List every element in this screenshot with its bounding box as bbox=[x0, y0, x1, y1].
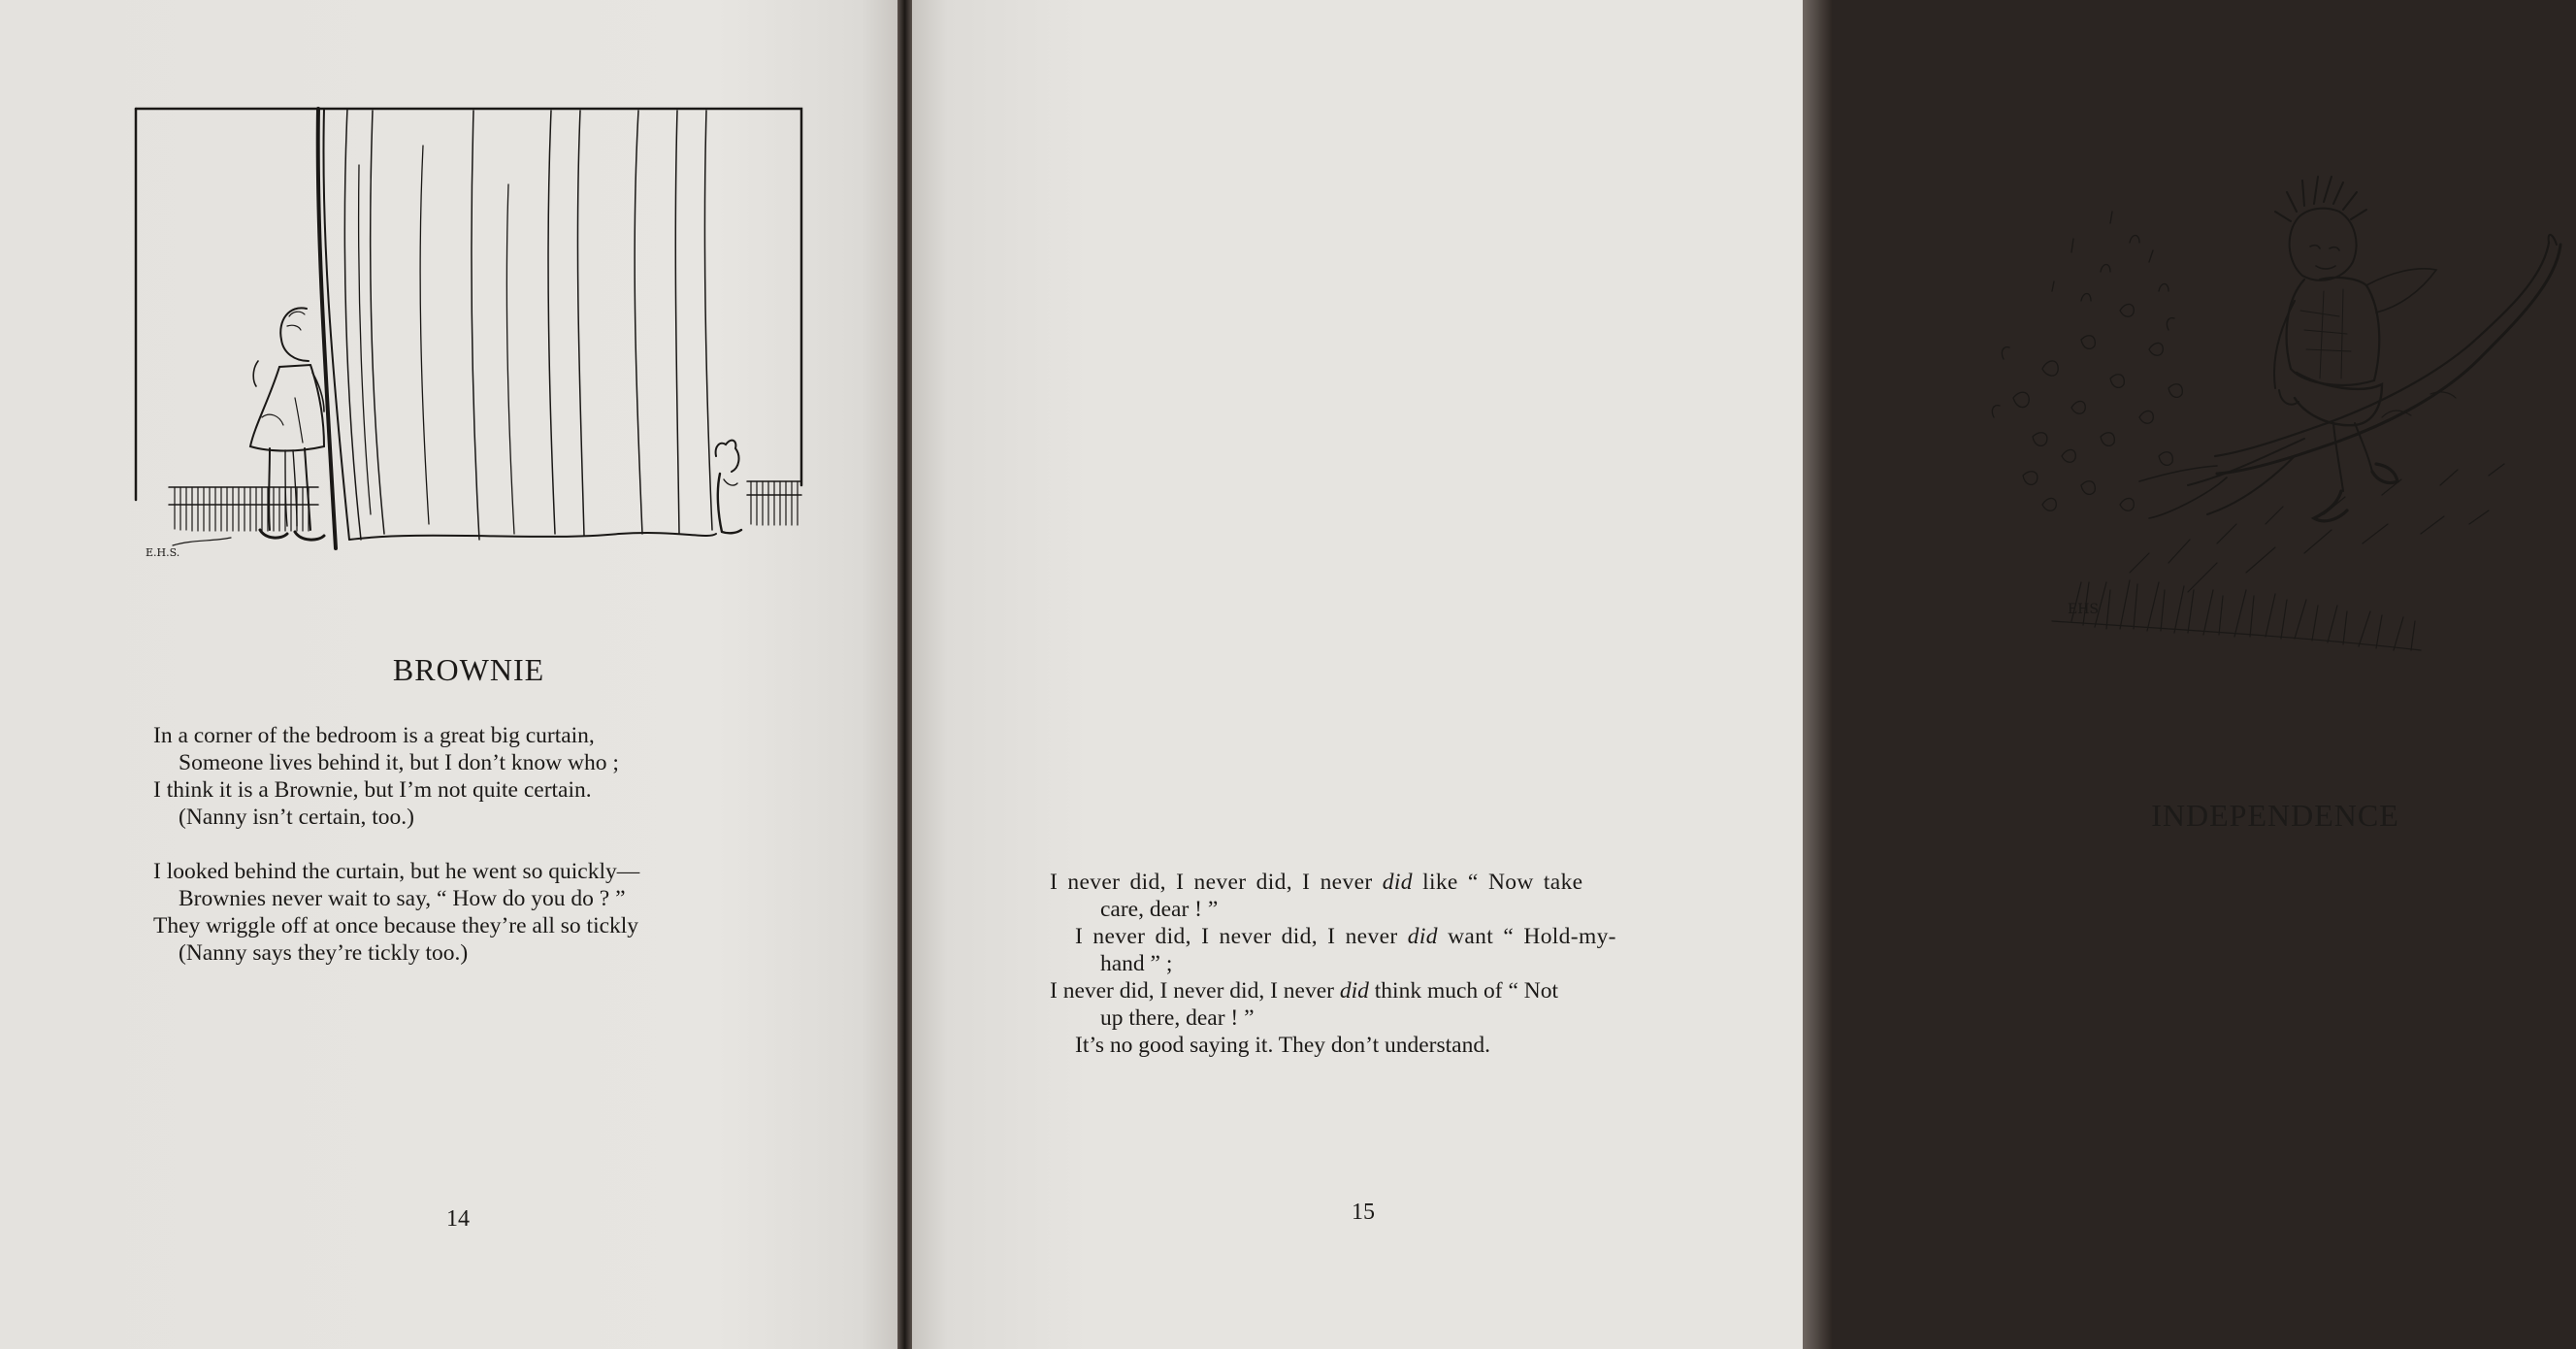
poem-line: Brownies never wait to say, “ How do you do ? ” bbox=[179, 886, 626, 911]
poem-line: (Nanny says they’re tickly too.) bbox=[179, 940, 469, 966]
page-number-right: 15 bbox=[1352, 1200, 1375, 1225]
poem-text-brownie bbox=[153, 722, 639, 967]
poem-line: up there, dear ! ” bbox=[1100, 1005, 1255, 1031]
book-edge bbox=[1803, 0, 1832, 1349]
poem-line: hand ” ; bbox=[1100, 951, 1173, 976]
poem-text-independence bbox=[1050, 869, 1616, 1059]
right-page bbox=[912, 0, 2399, 1349]
left-page bbox=[0, 0, 897, 1349]
curtain-illustration bbox=[134, 107, 803, 563]
stanza-break bbox=[153, 831, 639, 858]
poem-line: I never did, I never did, I never did want “ Hold-my- bbox=[1075, 924, 1616, 949]
poem-line: I think it is a Brownie, but I’m not quite certain. bbox=[153, 777, 592, 803]
poem-line: It’s no good saying it. They don’t understand. bbox=[1075, 1033, 1490, 1058]
poem-title-brownie: BROWNIE bbox=[392, 652, 545, 687]
poem-line: I looked behind the curtain, but he went so quickly— bbox=[153, 859, 640, 884]
child-on-branch-illustration bbox=[1974, 165, 2576, 670]
left-illustration-signature: E.H.S. bbox=[146, 546, 180, 559]
poem-line: I never did, I never did, I never did think much of “ Not bbox=[1050, 978, 1559, 1004]
poem-line: Someone lives behind it, but I don’t know who ; bbox=[179, 750, 619, 775]
poem-line: I never did, I never did, I never did like “ Now take bbox=[1050, 870, 1583, 895]
poem-title-independence: INDEPENDENCE bbox=[2151, 798, 2399, 833]
right-illustration-signature: EHS bbox=[2068, 602, 2100, 617]
book-gutter bbox=[897, 0, 912, 1349]
poem-line: They wriggle off at once because they’re all so tickly bbox=[153, 913, 639, 938]
poem-line: In a corner of the bedroom is a great big curtain, bbox=[153, 723, 595, 748]
poem-line: care, dear ! ” bbox=[1100, 897, 1219, 922]
poem-line: (Nanny isn’t certain, too.) bbox=[179, 805, 414, 830]
page-number-left: 14 bbox=[446, 1206, 470, 1232]
